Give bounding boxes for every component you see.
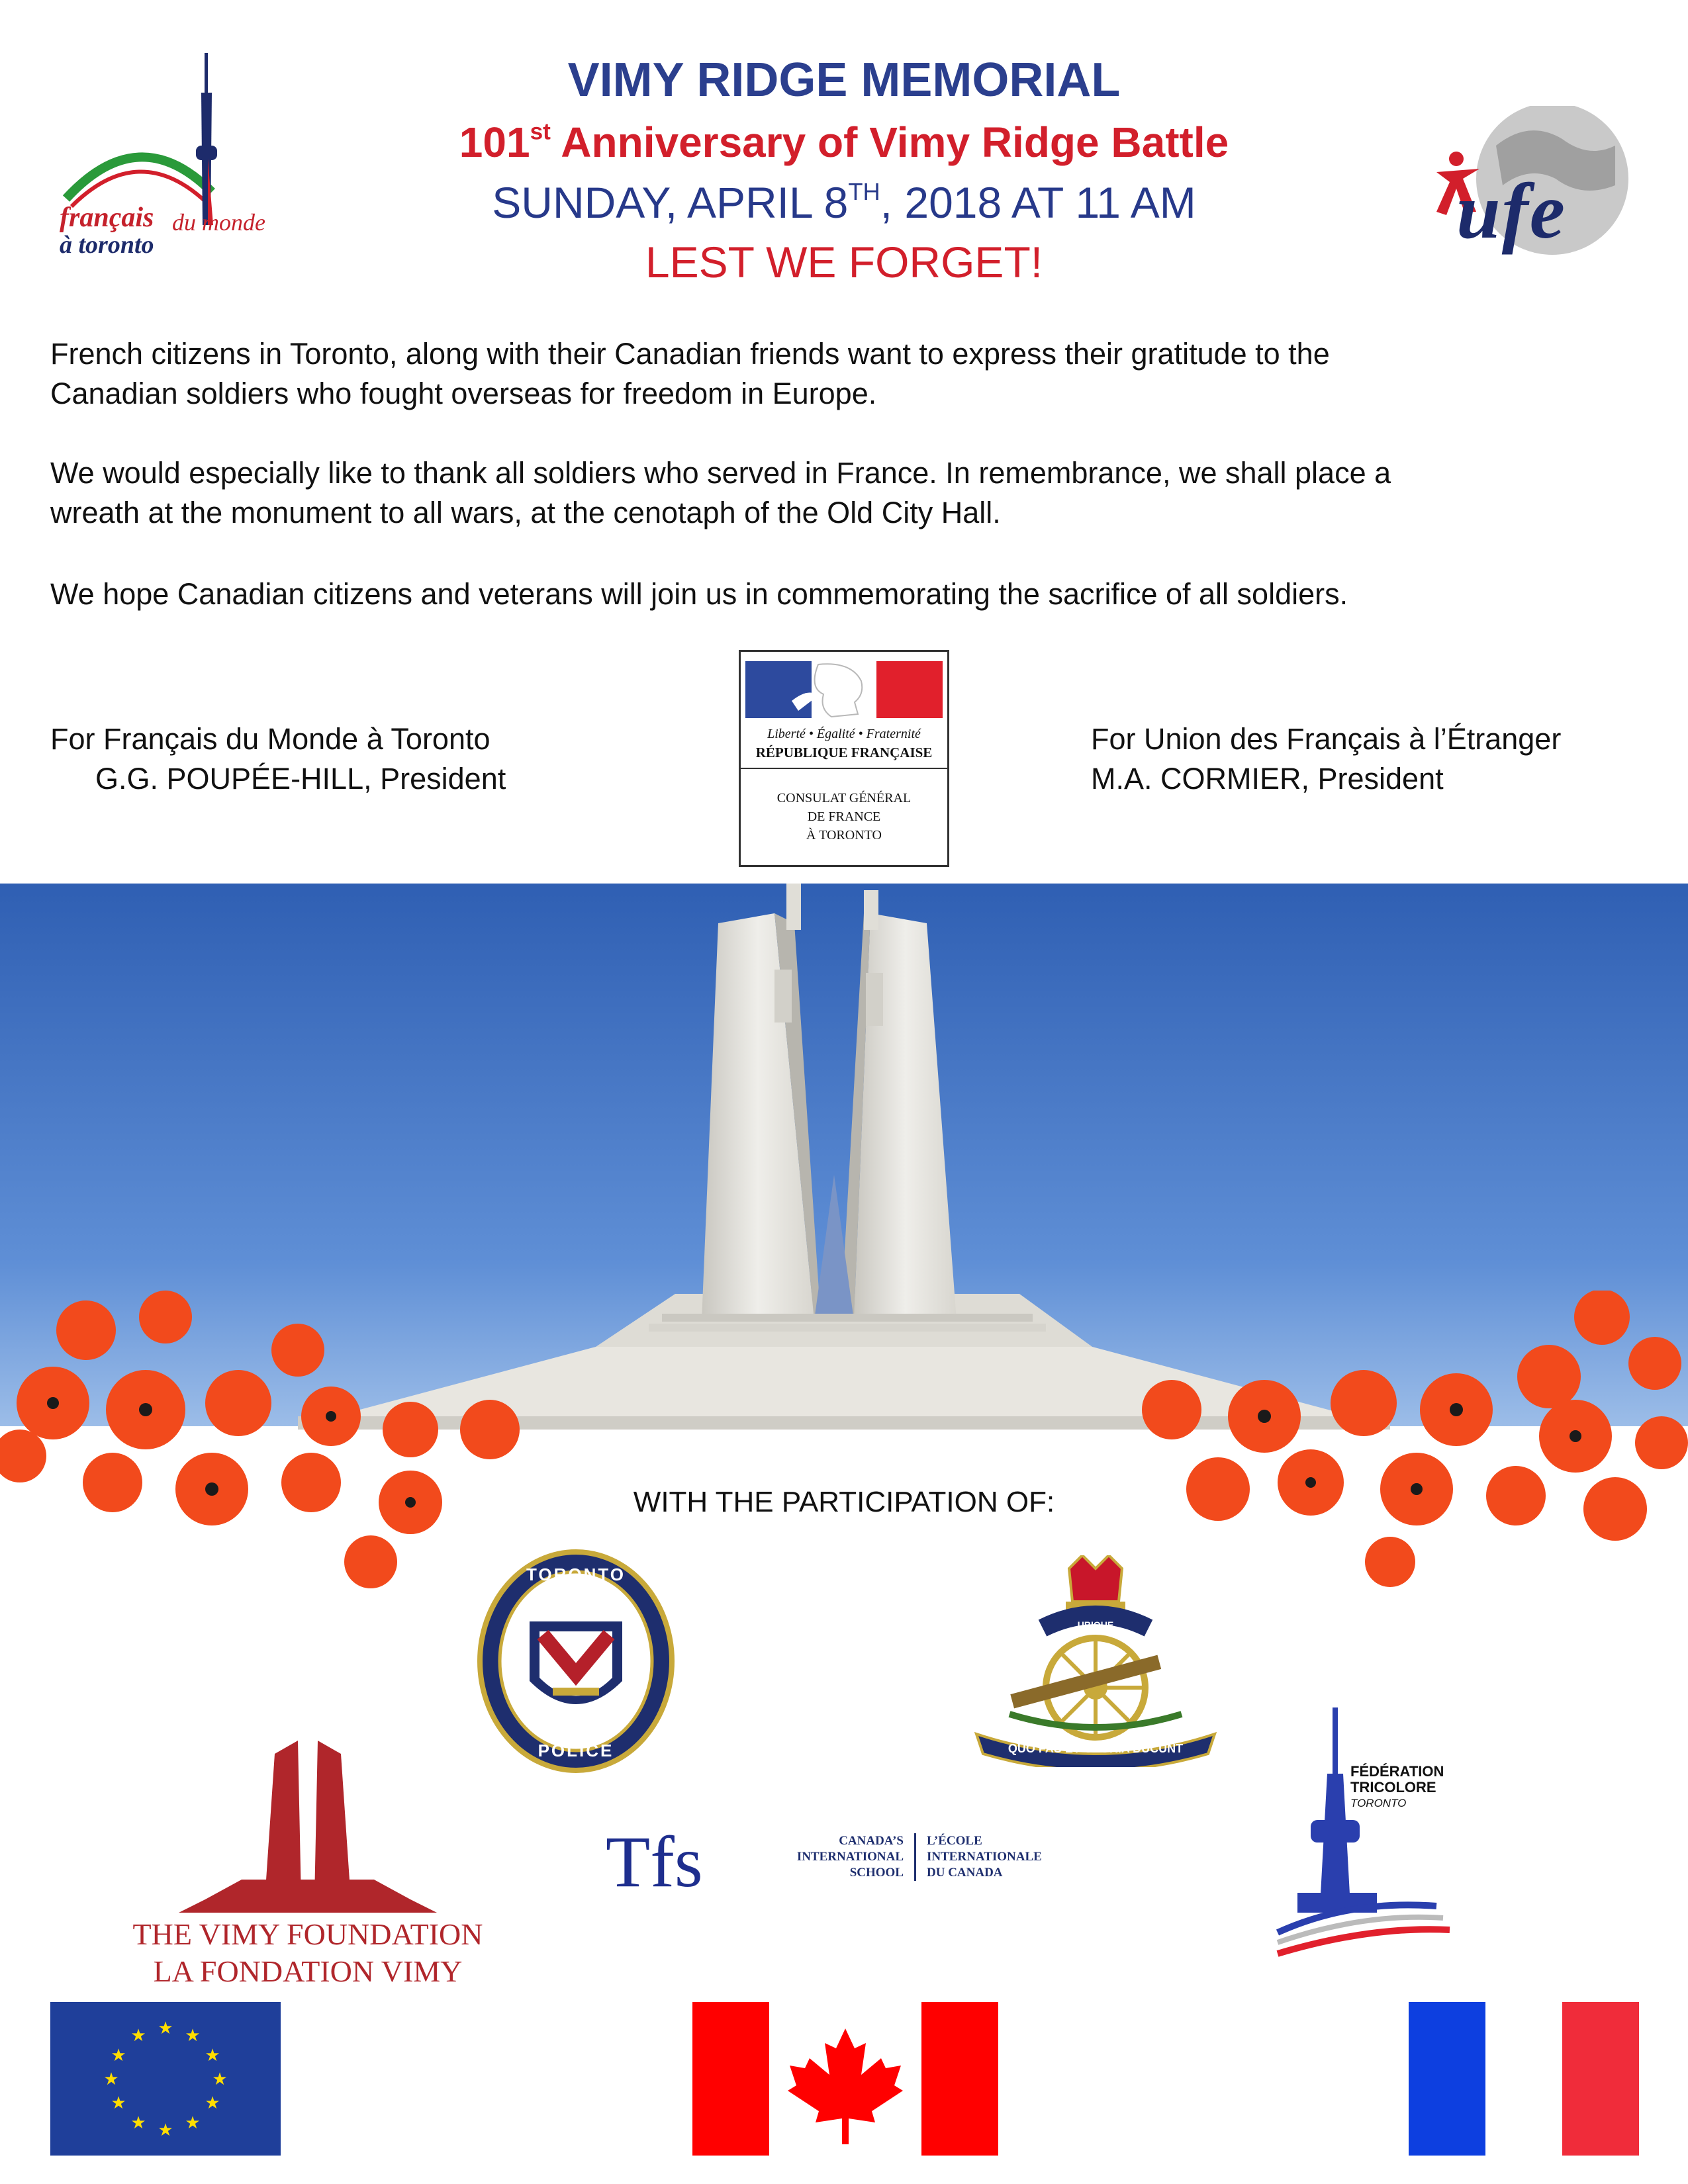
vimy-foundation-logo (132, 1734, 483, 1988)
toronto-police-logo (477, 1549, 675, 1774)
signature-left-org: For Français du Monde à Toronto (50, 722, 491, 756)
artillery-crest-icon (970, 1555, 1221, 1767)
signature-left-person: G.G. POUPÉE-HILL, President (95, 762, 506, 796)
consulate-motto: Liberté • Égalité • Fraternité (767, 727, 921, 741)
canada-flag (692, 2002, 998, 2156)
ufe-logo (1417, 106, 1642, 258)
svg-text:★: ★ (212, 2070, 228, 2089)
paragraph-thanks: We would especially like to thank all soldiers who served in France. In remembrance, we shall place a wreath at the monument to all wars, at the cenotaph of the Old City Hall. (50, 456, 1391, 529)
svg-text:★: ★ (185, 2113, 201, 2133)
vimy-foundation-fr: LA FONDATION VIMY (153, 1954, 463, 1988)
artillery-motto-text: QUO FAS ET GLORIA DUCUNT (1008, 1742, 1184, 1755)
ufe-text: ufe (1456, 167, 1566, 255)
participation-heading: WITH THE PARTICIPATION OF: (633, 1486, 1055, 1518)
headline-anniversary: 101st Anniversary of Vimy Ridge Battle (459, 118, 1229, 166)
cn-tower-icon (1271, 1707, 1496, 1959)
eu-flag (50, 2002, 281, 2156)
marianne-icon (745, 661, 943, 718)
eu-flag-icon (50, 2002, 281, 2156)
paragraph-commemoration: We hope Canadian citizens and veterans will join us in commemorating the sacrifice of all soldiers. (50, 577, 1348, 611)
tfs-french: L’ÉCOLE INTERNATIONALE DU CANADA (927, 1834, 1042, 1880)
royal-artillery-logo (970, 1555, 1221, 1767)
svg-text:★: ★ (111, 2093, 126, 2113)
consulate-name: CONSULAT GÉNÉRAL DE FRANCE À TORONTO (776, 791, 912, 842)
francais-du-monde-logo (40, 53, 305, 265)
artillery-top-text: UBIQUE (1077, 1619, 1114, 1630)
vimy-monument-icon (132, 1734, 483, 1913)
headline-lest-we-forget: LEST WE FORGET! (645, 238, 1043, 287)
france-flag-icon (1409, 2002, 1639, 2156)
tfs-english: CANADA’S INTERNATIONAL SCHOOL (796, 1834, 904, 1880)
paragraph-gratitude: French citizens in Toronto, along with their Canadian friends want to express their gratitude to the Canadian soldiers who fought overseas for freedom in Europe. (50, 337, 1330, 410)
fdm-du-monde-text: du monde (172, 209, 265, 236)
federation-tricolore-logo (1271, 1707, 1496, 1959)
police-top-text: TORONTO (526, 1565, 626, 1584)
svg-text:★: ★ (111, 2046, 126, 2066)
consulate-logo (739, 650, 949, 867)
svg-text:★: ★ (185, 2026, 201, 2046)
federation-tricolore-text: FÉDÉRATION TRICOLORE TORONTO (1350, 1763, 1444, 1809)
signature-right-org: For Union des Français à l’Étranger (1091, 722, 1562, 756)
svg-text:★: ★ (158, 2120, 173, 2140)
canada-flag-icon (692, 2002, 998, 2156)
fdm-francais-text: français (60, 203, 154, 233)
tfs-divider (914, 1833, 916, 1881)
tfs-logo (606, 1800, 1082, 1933)
svg-text:★: ★ (130, 2113, 146, 2133)
france-flag (1409, 2002, 1639, 2156)
svg-text:★: ★ (158, 2019, 173, 2038)
svg-text:★: ★ (130, 2026, 146, 2046)
headline-title: VIMY RIDGE MEMORIAL (567, 54, 1121, 107)
consulate-republic: RÉPUBLIQUE FRANÇAISE (755, 745, 933, 760)
svg-text:★: ★ (205, 2093, 220, 2113)
signature-right-person: M.A. CORMIER, President (1091, 762, 1444, 796)
svg-text:★: ★ (205, 2046, 220, 2066)
vimy-foundation-en: THE VIMY FOUNDATION (132, 1917, 483, 1951)
police-bottom-text: POLICE (538, 1741, 614, 1760)
svg-text:★: ★ (103, 2070, 119, 2089)
tfs-mark: Tfs (606, 1821, 703, 1902)
fdm-a-toronto-text: à toronto (60, 231, 154, 259)
headline-date: SUNDAY, APRIL 8TH, 2018 AT 11 AM (492, 177, 1196, 227)
